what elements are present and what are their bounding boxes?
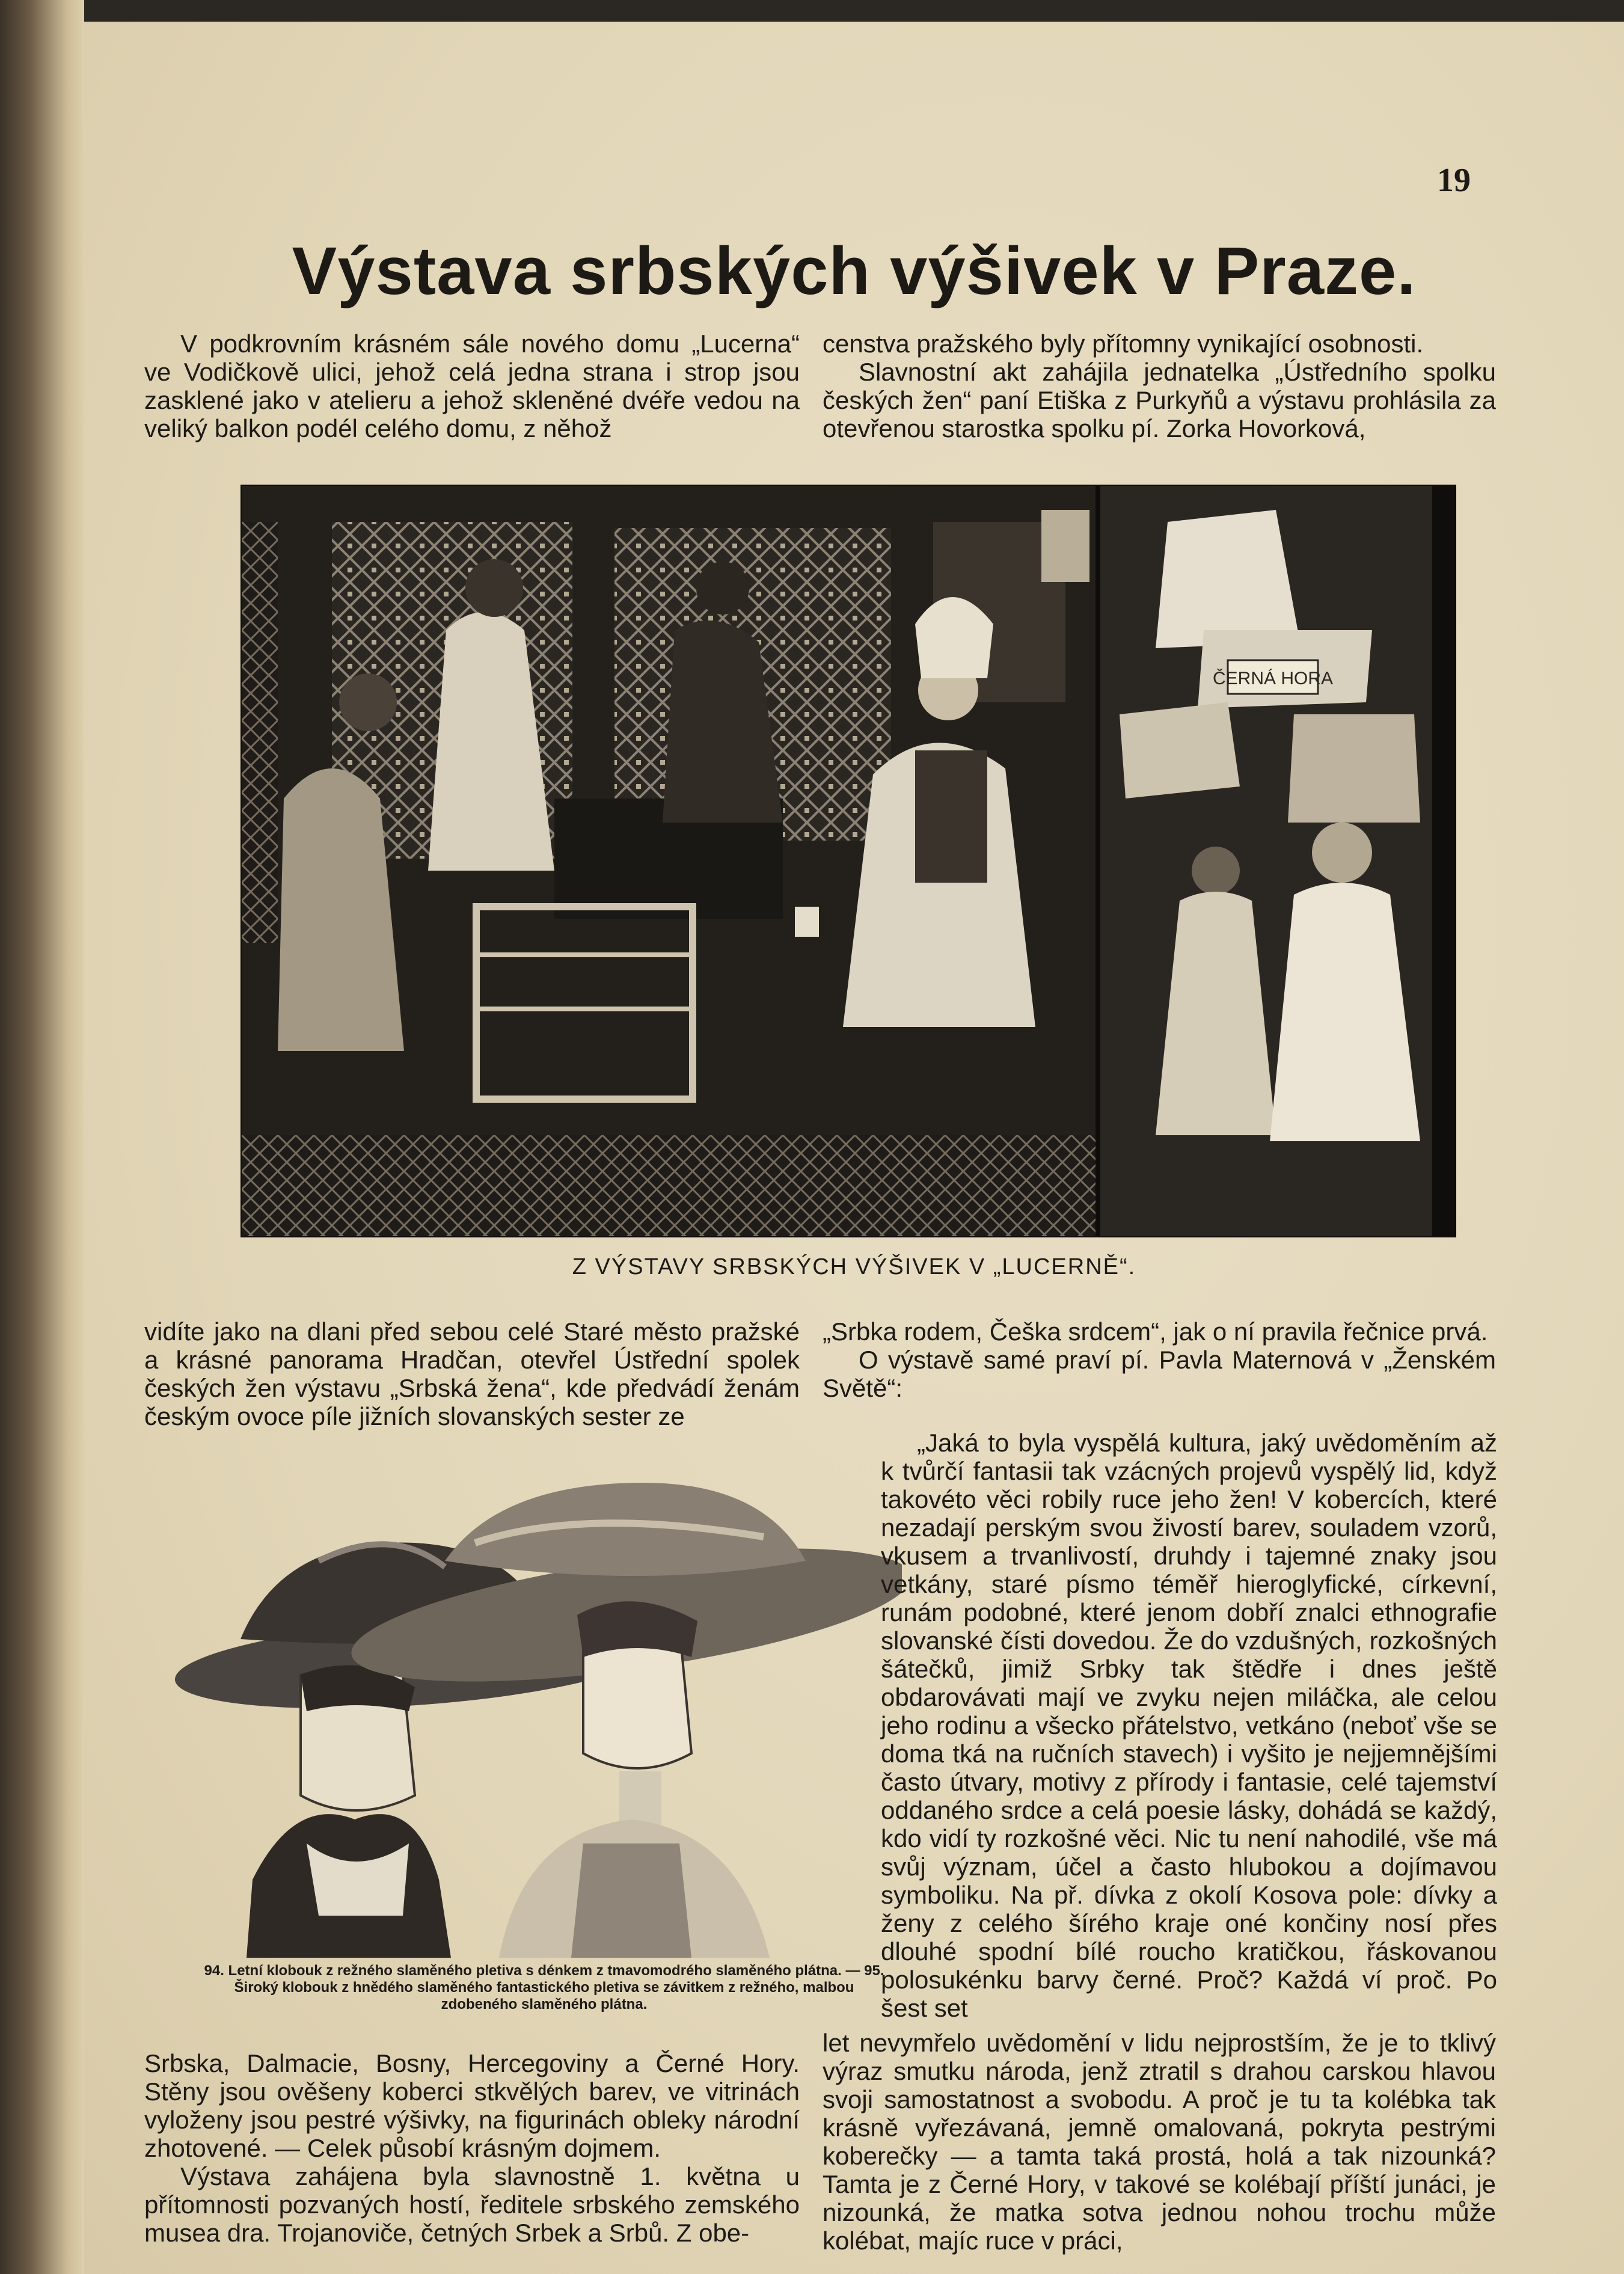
- page-number: 19: [1437, 162, 1471, 199]
- intro-column-right: [823, 329, 1496, 443]
- middle-column-left: [144, 1317, 800, 1430]
- bottom-column-left: [144, 2049, 800, 2247]
- illustration-caption: 94. Letní klobouk z režného slaměného pletiva s dénkem z tmavomodrého slaměného plátna. — 95. Široký klobouk z hnědého slaměného fantastického pletiva se závitkem z režného, malbou zdobeného slaměného plátna.: [204, 1963, 884, 2012]
- quote-paragraph: „Jaká to byla vyspělá kultura, jaký uvědoměním až k tvůrčí fantasii tak vzácných projevů vyspělý lid, když takovéto věci robily ruce jeho žen! V kobercích, které nezadají perským svou živostí barev, souladem vzorů, vkusem a trvanlivostí, druhdy i tajemné znaky jsou vetkány, staré písmo téměř hieroglyfické, církevní, runám podobné, které jenom dobří znalci ethnografie slovanské čísti dovedou. Že do vzdušných, rozkošných šátečků, jimiž Srbky tak štědře i dnes ještě obdarovávati mají ve zvyku nejen miláčka, ale celou jeho rodinu a všecko přátelstvo, vetkáno (neboť vše se doma tká na ručních stavech) i vyšito je nejjemnějšími často útvary, motivy z přírody i fantasie, celé tajemství oddaného srdce a celá poesie lásky, dohádá se každý, kdo vidí ty rozkošné věci. Nic tu není nahodilé, vše má svůj význam, účel a často hlubokou a dojímavou symboliku. Na př. dívka z okolí Kosova pole: dívky a ženy z celého šírého kraje oné končiny nosí přes dlouhé spodní bílé roucho kratičkou, řáskovanou polosukénku barvy černé. Proč? Každá ví proč. Po šest set: [881, 1429, 1497, 2022]
- intro-column-left: [144, 329, 800, 443]
- body-paragraph-continued: Srbska, Dalmacie, Bosny, Hercegoviny a Černé Hory. Stěny jsou ověšeny koberci stkvělých barev, ve vitrinách vyloženy jsou pestré výšivky, na figurinách obleky národní zhotovené. — Celek působí krásným dojmem.: [144, 2049, 800, 2162]
- body-paragraph: vidíte jako na dlani před sebou celé Staré město pražské a krásné panorama Hradčan, otevřel Ústřední spolek českých žen výstavu „Srbská žena“, kde předvádí ženám českým ovoce píle jižních slovanských sester ze: [144, 1317, 800, 1430]
- bottom-column-right: [823, 2029, 1496, 2255]
- exhibition-photograph: [241, 485, 1456, 1237]
- quote-attribution: „Srbka rodem, Češka srdcem“, jak o ní pravila řečnice prvá.: [823, 1317, 1488, 1346]
- intro-paragraph: V podkrovním krásném sále nového domu „Lucerna“ ve Vodičkově ulici, jehož celá jedna strana i strop jsou zasklené jako v atelieru a jehož skleněné dvéře vedou na veliký balkon podél celého domu, z něhož: [144, 329, 800, 443]
- article-title: Výstava srbských výšivek v Praze.: [292, 233, 1417, 308]
- quote-intro: O výstavě samé praví pí. Pavla Maternová v „Ženském Světě“:: [823, 1346, 1496, 1402]
- quote-column: [881, 1429, 1497, 2022]
- book-spine: [0, 0, 84, 2274]
- magazine-page: [84, 22, 1624, 2274]
- photo-caption: Z VÝSTAVY SRBSKÝCH VÝŠIVEK V „LUCERNĚ“.: [572, 1254, 1136, 1280]
- opening-paragraph: Slavnostní akt zahájila jednatelka „Ústředního spolku českých žen“ paní Etiška z Purkyňů a výstavu prohlásila za otevřenou starostka spolku pí. Zorka Hovorková,: [823, 358, 1496, 443]
- opening-ceremony-paragraph: Výstava zahájena byla slavnostně 1. května u přítomnosti pozvaných hostí, ředitele srbského zemského musea dra. Trojanoviče, četných Srbek a Srbů. Z obe-: [144, 2162, 800, 2247]
- right-column-top: [823, 1317, 1496, 1402]
- cerna-hora-sign: ČERNÁ HORA: [1212, 669, 1334, 688]
- quote-paragraph-continued: let nevymřelo uvědomění v lidu nejprostším, že je to tklivý výraz smutku národa, jenž ztratil s drahou carskou hlavou svoji samostatnost a svobodu. A proč je tu ta kolébka tak krásně vyřezávaná, jemně omalovaná, pokryta pestrými koberečky — a tamta taká prostá, holá a tak nizounká? Tamta je z Černé Hory, v takové se kolébají příští junáci, je nizounká, že matka sotva jednou nohou trochu může kolébat, majíc ruce v práci,: [823, 2029, 1496, 2255]
- intro-paragraph-continued: censtva pražského byly přítomny vynikající osobnosti.: [823, 329, 1424, 358]
- hats-illustration: [162, 1459, 902, 1958]
